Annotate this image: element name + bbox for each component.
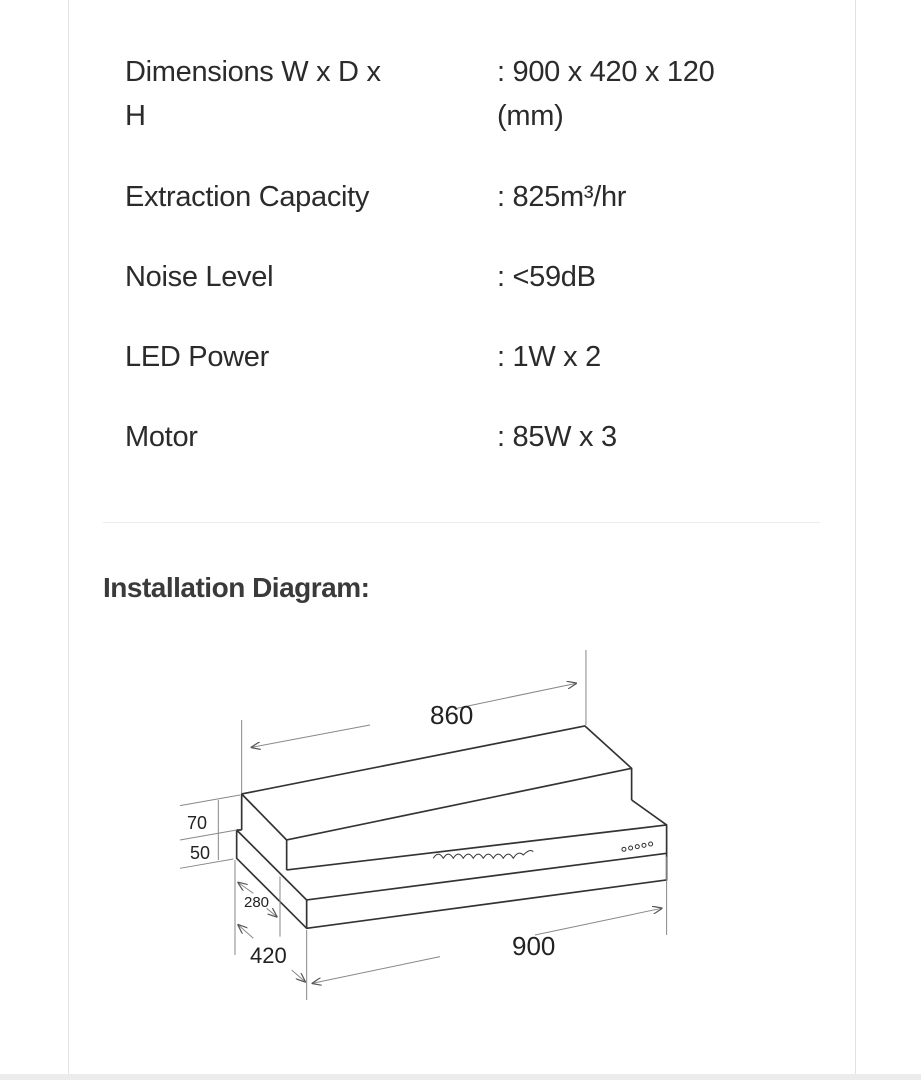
dim-860: 860 (430, 700, 474, 730)
spec-value-extraction: : 825m³/hr (497, 181, 627, 213)
spec-label-motor: Motor (125, 421, 198, 453)
dim-900: 900 (512, 931, 556, 961)
spec-value-noise: : <59dB (497, 261, 596, 293)
dim-70: 70 (187, 813, 208, 833)
spec-label-dimensions: Dimensions W x D x (125, 56, 381, 88)
spec-value-motor: : 85W x 3 (497, 421, 617, 453)
spec-label-led: LED Power (125, 341, 269, 373)
spec-value-dimensions: : 900 x 420 x 120 (497, 56, 715, 88)
spec-label-noise: Noise Level (125, 261, 274, 293)
spec-value-led: : 1W x 2 (497, 341, 601, 373)
installation-heading: Installation Diagram: (103, 572, 370, 603)
dim-50: 50 (190, 843, 211, 863)
spec-value-dimensions-unit: (mm) (497, 100, 564, 132)
spec-label-extraction: Extraction Capacity (125, 181, 370, 213)
dim-420: 420 (250, 943, 287, 968)
dim-280: 280 (244, 894, 270, 911)
spec-label-dimensions-cont: H (125, 100, 146, 132)
hood-outline (237, 726, 667, 928)
